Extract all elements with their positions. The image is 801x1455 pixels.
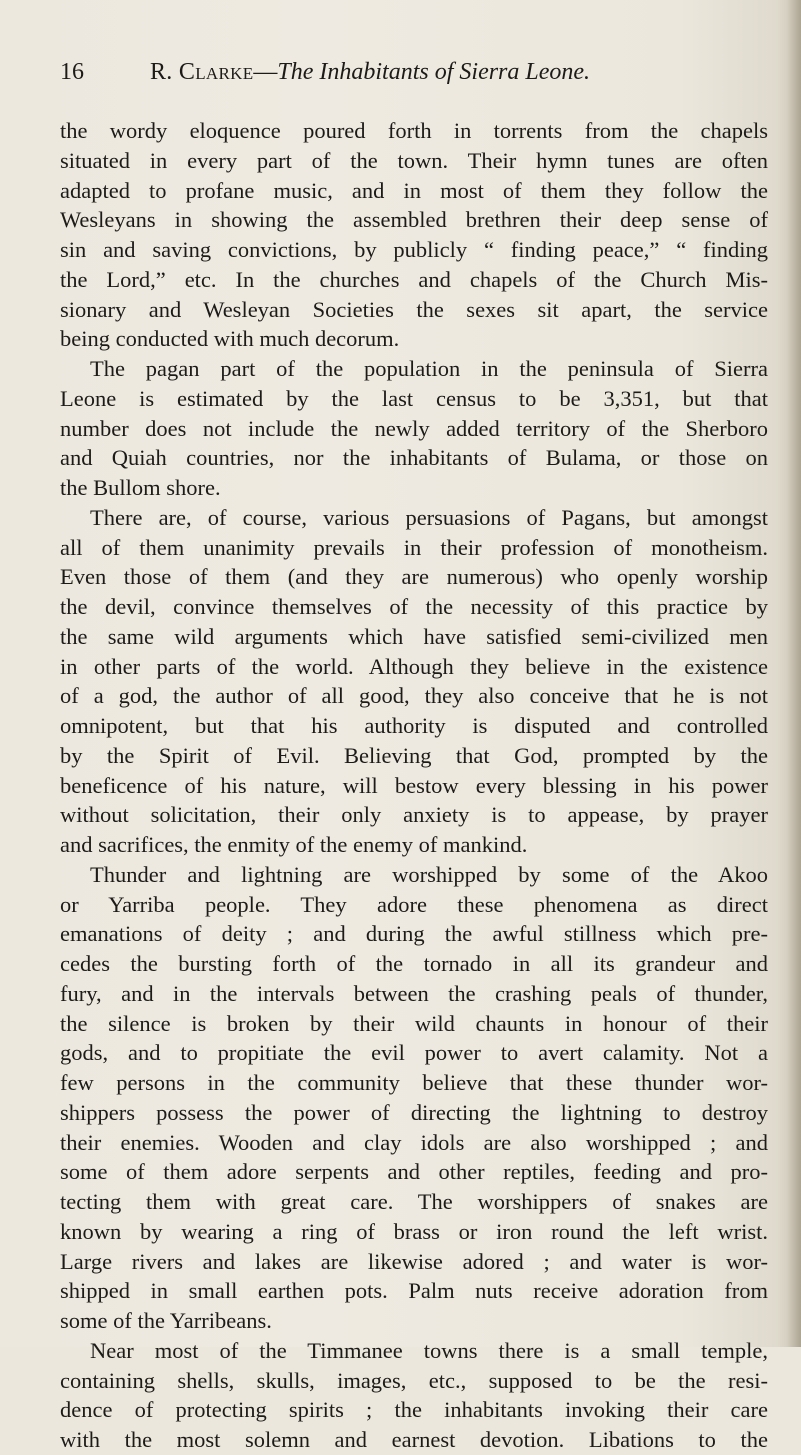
text-line: of a god, the author of all good, they also conceive that he is not bbox=[60, 683, 768, 709]
text-line: the devil, convince themselves of the necessity of this practice by bbox=[60, 594, 768, 619]
text-line: omnipotent, but that his authority is disputed and controlled bbox=[60, 713, 768, 738]
text-line: Near most of the Timmanee towns there is a small temple, bbox=[90, 1337, 768, 1363]
text-line: emanations of deity ; and during the awful stillness which pre- bbox=[60, 921, 768, 947]
text-line: containing shells, skulls, images, etc., supposed to be the resi- bbox=[60, 1367, 768, 1393]
running-header bbox=[60, 52, 768, 92]
text-line: and sacrifices, the enmity of the enemy of mankind. bbox=[60, 832, 528, 857]
paragraph bbox=[60, 354, 768, 503]
text-line: some of them adore serpents and other reptiles, feeding and pro- bbox=[60, 1159, 768, 1185]
text-line: The pagan part of the population in the peninsula of Sierra bbox=[90, 356, 768, 381]
text-line: the Bullom shore. bbox=[60, 475, 221, 500]
text-line: the wordy eloquence poured forth in torrents from the chapels bbox=[60, 118, 768, 143]
text-line: situated in every part of the town. Their hymn tunes are often bbox=[60, 147, 768, 173]
paragraph bbox=[60, 860, 768, 1336]
text-line: adapted to profane music, and in most of them they follow the bbox=[60, 177, 768, 203]
body-text bbox=[60, 116, 768, 1455]
text-line: being conducted with much decorum. bbox=[60, 326, 400, 352]
text-line: gods, and to propitiate the evil power to avert calamity. Not a bbox=[60, 1040, 768, 1066]
text-line: beneficence of his nature, will bestow every blessing in his power bbox=[60, 772, 768, 798]
text-line: few persons in the community believe that these thunder wor- bbox=[60, 1070, 768, 1095]
paragraph bbox=[60, 116, 768, 354]
paragraph bbox=[60, 1336, 768, 1455]
header-separator: — bbox=[253, 59, 278, 85]
header-author: R. Clarke bbox=[150, 59, 254, 85]
text-line: cedes the bursting forth of the tornado in all its grandeur and bbox=[60, 951, 768, 976]
text-line: in other parts of the world. Although they believe in the existence bbox=[60, 653, 768, 679]
text-line: known by wearing a ring of brass or iron round the left wrist. bbox=[60, 1218, 768, 1244]
text-line: Thunder and lightning are worshipped by some of the Akoo bbox=[90, 861, 768, 887]
text-line: the same wild arguments which have satisfied semi-civilized men bbox=[60, 623, 768, 649]
text-line: or Yarriba people. They adore these phenomena as direct bbox=[60, 891, 768, 917]
text-line: Leone is estimated by the last census to be 3,351, but that bbox=[60, 385, 768, 411]
text-line: without solicitation, their only anxiety is to appease, by prayer bbox=[60, 802, 768, 828]
text-line: dence of protecting spirits ; the inhabitants invoking their care bbox=[60, 1397, 768, 1423]
header-title: The Inhabitants of Sierra Leone. bbox=[277, 59, 591, 85]
text-line: There are, of course, various persuasions of Pagans, but amongst bbox=[90, 504, 768, 530]
text-line: and Quiah countries, nor the inhabitants of Bulama, or those on bbox=[60, 445, 768, 471]
text-line: some of the Yarribeans. bbox=[60, 1308, 272, 1333]
page-number: 16 bbox=[60, 59, 84, 85]
text-line: with the most solemn and earnest devotion. Libations to the bbox=[60, 1427, 768, 1452]
text-line: their enemies. Wooden and clay idols are also worshipped ; and bbox=[60, 1129, 768, 1155]
page-edge-shadow bbox=[787, 0, 801, 1347]
text-line: all of them unanimity prevails in their profession of monotheism. bbox=[60, 534, 768, 560]
text-line: Large rivers and lakes are likewise adored ; and water is wor- bbox=[60, 1248, 768, 1274]
text-line: the silence is broken by their wild chaunts in honour of their bbox=[60, 1010, 768, 1036]
paragraph bbox=[60, 503, 768, 860]
text-line: by the Spirit of Evil. Believing that God, prompted by the bbox=[60, 742, 768, 768]
text-line: tecting them with great care. The worshippers of snakes are bbox=[60, 1189, 768, 1214]
text-line: shippers possess the power of directing the lightning to destroy bbox=[60, 1099, 768, 1125]
text-line: sin and saving convictions, by publicly “ finding peace,” “ finding bbox=[60, 237, 768, 262]
text-line: Even those of them (and they are numerous) who openly worship bbox=[60, 564, 768, 590]
text-line: fury, and in the intervals between the crashing peals of thunder, bbox=[60, 980, 768, 1006]
text-line: the Lord,” etc. In the churches and chapels of the Church Mis- bbox=[60, 266, 768, 292]
text-line: number does not include the newly added territory of the Sherboro bbox=[60, 415, 768, 441]
text-line: Wesleyans in showing the assembled brethren their deep sense of bbox=[60, 207, 768, 233]
text-line: sionary and Wesleyan Societies the sexes sit apart, the service bbox=[60, 296, 768, 322]
text-line: shipped in small earthen pots. Palm nuts receive adoration from bbox=[60, 1278, 768, 1304]
